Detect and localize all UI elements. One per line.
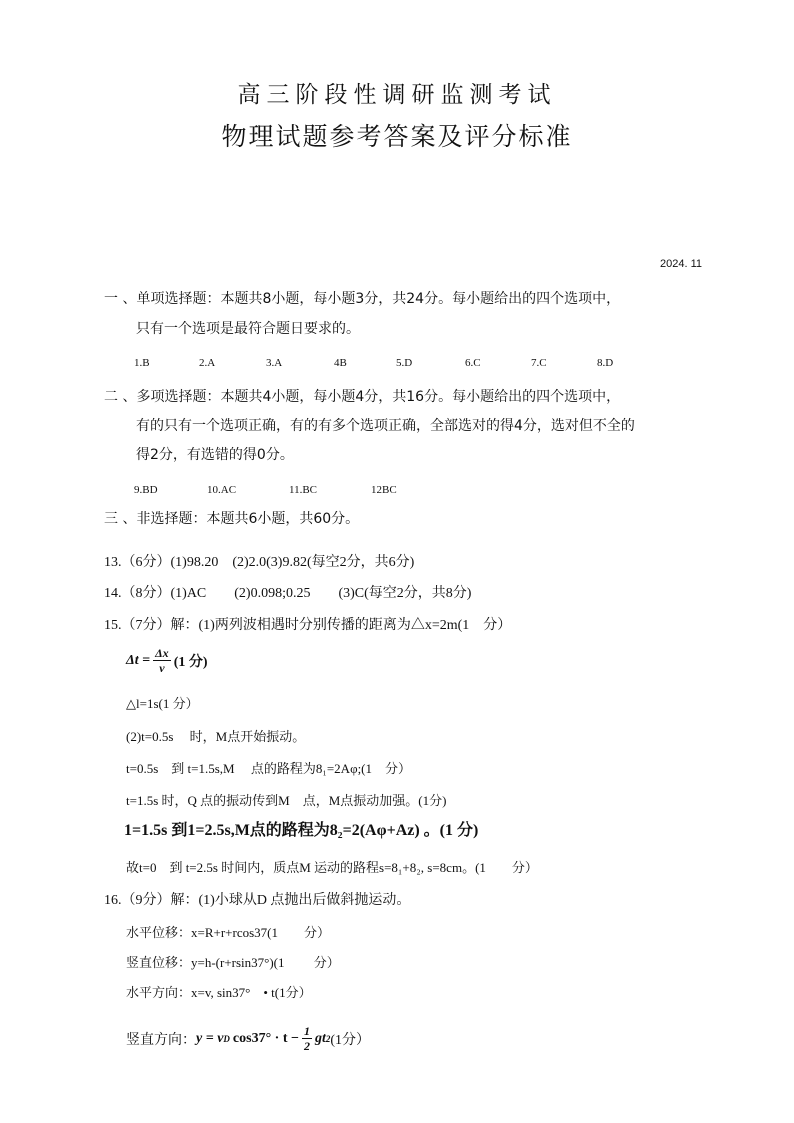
fraction-half [302, 1024, 312, 1053]
answer-9: 9.BD [134, 484, 158, 496]
q15-line-5: t=1.5s 时，Q 点的振动传到M 点，M点振动加强。(1分) [126, 793, 447, 808]
exam-date: 2024. 11 [660, 258, 703, 270]
fraction-half-numerator: 1 [303, 1024, 310, 1038]
answer-5: 5.D [396, 357, 413, 369]
section1-heading-cont: 只有一个选项是最符合题日要求的。 [136, 321, 360, 337]
q16-line-1: 水平位移：x=R+r+rcos37(1 分） [126, 925, 330, 940]
fraction-half-denominator: 2 [303, 1039, 310, 1053]
q15-line-2: △l=1s(1 分） [126, 696, 199, 711]
section2-heading: 二 、多项选择题：本题共4小题，每小题4分，共16分。每小题给出的四个选项中， [104, 389, 621, 405]
formula-part-a: y = v [196, 1030, 224, 1046]
formula-score-2: (1分） [330, 1032, 371, 1048]
answer-2: 2.A [199, 357, 216, 369]
answer-7: 7.C [531, 357, 547, 369]
q16-line-3: 水平方向：x=v, sin37° • t(1分） [126, 985, 312, 1000]
q16-line-2: 竖直位移：y=h-(r+rsin37°)(1 分） [126, 955, 340, 970]
section2-heading-cont2: 得2分，有选错的得0分。 [136, 447, 294, 463]
answer-8: 8.D [597, 357, 614, 369]
formula-vertical [126, 1024, 370, 1053]
question-14: 14.（8分）(1)AC (2)0.098;0.25 (3)C(每空2分，共8分) [104, 586, 472, 601]
question-13: 13.（6分）(1)98.20 (2)2.0(3)9.82(每空2分，共6分) [104, 555, 415, 570]
fraction-denominator: v [159, 661, 165, 675]
exam-title: 高三阶段性调研监测考试 [237, 82, 557, 108]
fraction-numerator: Δx [155, 646, 169, 660]
answer-6: 6.C [465, 357, 481, 369]
answer-11: 11.BC [289, 484, 318, 496]
section3-heading: 三 、非选择题：本题共6小题，共60分。 [104, 511, 360, 527]
question-16-head: 16.（9分）解：(1)小球从D 点抛出后做斜抛运动。 [104, 893, 411, 908]
q15-line-6: 1=1.5s 到1=2.5s,M点的路程为8₂=2(Aφ+Az) 。(1 分) [124, 822, 479, 839]
answer-12: 12BC [371, 484, 397, 496]
exam-subtitle: 物理试题参考答案及评分标准 [221, 122, 573, 151]
section1-heading: 一 、单项选择题：本题共8小题，每小题3分，共24分。每小题给出的四个选项中， [104, 291, 621, 307]
answer-1: 1.B [134, 357, 150, 369]
formula-part-b: cos37° · t − [232, 1030, 299, 1046]
section2-heading-cont1: 有的只有一个选项正确，有的有多个选项正确，全部选对的得4分，选对但不全的 [136, 418, 635, 434]
formula-part-c: gt [314, 1030, 326, 1046]
answer-4: 4B [334, 357, 347, 369]
answer-3: 3.A [266, 357, 283, 369]
formula-score: (1 分) [173, 654, 208, 670]
formula-delta-t [126, 646, 208, 675]
formula-superscript: 2 [325, 1033, 331, 1044]
formula-lhs: Δt = [126, 652, 151, 668]
formula-label: 竖直方向： [126, 1031, 196, 1048]
q15-line-3: (2)t=0.5s 时，M点开始振动。 [126, 729, 306, 744]
q15-line-4: t=0.5s 到 t=1.5s,M 点的路程为8₁=2Aφ;(1 分） [126, 761, 412, 776]
fraction [153, 646, 171, 675]
answer-10: 10.AC [207, 484, 237, 496]
question-15-head: 15.（7分）解：(1)两列波相遇时分别传播的距离为△x=2m(1 分） [104, 618, 512, 633]
q15-line-7: 故t=0 到 t=2.5s 时间内，质点M 运动的路程s=8₁+8₂, s=8cm。(1 分） [126, 860, 538, 875]
formula-subscript: D [223, 1033, 230, 1044]
